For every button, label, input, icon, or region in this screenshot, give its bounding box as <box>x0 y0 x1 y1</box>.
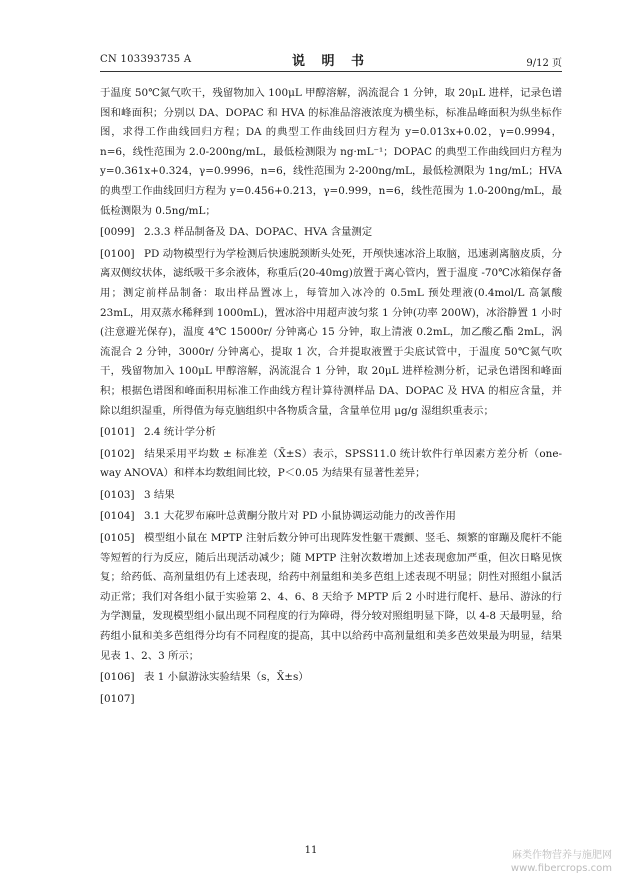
paragraph-text: 模型组小鼠在 MPTP 注射后数分钟可出现阵发性躯干震颤、竖毛、频繁的窜蹦及爬杆不能等短暂的行为反应，随后出现活动减少；随 MPTP 注射次数增加上述表现愈加严重，但次日略见恢复；给药低、高剂量组仍有上述表现，给药中剂量组和美多芭组上述表现不明显；阴性对照组小鼠活动正常；我们对各组小鼠于实验第 2、4、6、8 天给予 MPTP 后 2 小时进行爬杆、悬吊、游泳的行为学测量，发现模型组小鼠出现不同程度的行为障碍，得分较对照组明显下降，以 4-8 天最明显，给药组小鼠和美多芭组得分均有不同程度的提高，其中以给药中高剂量组和美多芭效果最为明显，结果见表 1、2、3 所示； <box>100 532 562 662</box>
site-watermark <box>511 849 612 875</box>
paragraph-0106 <box>100 668 562 688</box>
page-number: 11 <box>304 845 318 856</box>
paragraph-0100 <box>100 245 562 421</box>
paragraph-0104 <box>100 507 562 527</box>
paragraph-number: [0103] <box>100 488 135 501</box>
paragraph-number: [0102] <box>100 447 135 460</box>
paragraph-0103 <box>100 486 562 506</box>
page-indicator: 9/12 页 <box>526 58 562 69</box>
paragraph-text: 2.3.3 样品制备及 DA、DOPAC、HVA 含量测定 <box>144 226 373 239</box>
paragraph-0105 <box>100 529 562 666</box>
paragraph-number: [0099] <box>100 226 135 239</box>
page-header <box>100 50 562 70</box>
paragraph-0099 <box>100 223 562 243</box>
header-divider <box>100 71 562 72</box>
paragraph-0101 <box>100 423 562 443</box>
paragraph-text: 3 结果 <box>144 488 175 501</box>
paragraph-continued <box>100 84 562 221</box>
watermark-title: 麻类作物营养与施肥网 <box>512 850 612 861</box>
paragraph-text: 3.1 大花罗布麻叶总黄酮分散片对 PD 小鼠协调运动能力的改善作用 <box>144 510 456 523</box>
paragraph-0102 <box>100 445 562 484</box>
paragraph-text: 表 1 小鼠游泳实验结果（s，X̄±s） <box>144 671 309 684</box>
paragraph-0107 <box>100 690 562 710</box>
paragraph-number: [0104] <box>100 510 135 523</box>
document-body <box>100 84 562 711</box>
paragraph-text: PD 动物模型行为学检测后快速脱颈断头处死，开颅快速冰浴上取脑，迅速剥离脑皮质，分离双侧纹状体，滤纸吸干多余液体，称重后(20-40mg)放置于离心管内，置于温度 -70℃冰箱保存备用；测定前样品制备：取出样品置冰上，每管加入冰冷的 0.5mL 预处理液(0.4mol/L 高氯酸 23mL，用双蒸水稀释到 1000mL)，置冰浴中用超声波匀浆 1 分钟(功率 200W)，冰浴静置 1 小时(注意避光保存)，温度 4℃ 15000r/ 分钟离心 15 分钟，取上清液 0.2mL，加乙酸乙酯 2mL，涡流混合 2 分钟，3000r/ 分钟离心，提取 1 次，合并提取液置于尖底试管中，于温度 50℃氮气吹干，残留物加入 100μL 甲醇溶解，涡流混合 1 分钟，取 20μL 进样检测分析，记录色谱图和峰面积；根据色谱图和峰面积用标准工作曲线方程计算待测样品 DA、DOPAC 及 HVA 的相应含量，并除以组织湿重，所得值为每克脑组织中各物质含量，含量单位用 μg/g 湿组织重表示； <box>100 247 562 417</box>
paragraph-number: [0101] <box>100 426 135 439</box>
paragraph-text: 结果采用平均数 ± 标准差（X̄±S）表示，SPSS11.0 统计软件行单因素方差分析（one-way ANOVA）和样本均数组间比较，P＜0.05 为结果有显著性差异； <box>100 447 562 480</box>
watermark-url: www.fibercrops.com <box>510 863 612 874</box>
paragraph-number: [0105] <box>100 532 135 545</box>
paragraph-text: 于温度 50℃氮气吹干，残留物加入 100μL 甲醇溶解，涡流混合 1 分钟，取 20μL 进样，记录色谱图和峰面积；分别以 DA、DOPAC 和 HVA 的标准品溶液浓度为横坐标，标准品峰面积为纵坐标作图，求得工作曲线回归方程；DA 的典型工作曲线回归方程为 y=0.013x+0.02，γ=0.9994，n=6，线性范围为 2.0-200ng/mL，最低检测限为 ng·mL⁻¹；DOPAC 的典型工作曲线回归方程为 y=0.361x+0.324，γ=0.9996，n=6，线性范围为 2-200ng/mL，最低检测限为 1ng/mL；HVA 的典型工作曲线回归方程为 y=0.456+0.213，γ=0.999，n=6，线性范围为 1.0-200ng/mL，最低检测限为 0.5ng/mL； <box>100 87 562 217</box>
document-title: 说 明 书 <box>291 54 371 69</box>
paragraph-number: [0100] <box>100 247 135 260</box>
paragraph-text: 2.4 统计学分析 <box>144 426 216 439</box>
paragraph-number: [0107] <box>100 692 135 705</box>
paragraph-number: [0106] <box>100 671 135 684</box>
patent-number: CN 103393735 A <box>100 54 192 65</box>
